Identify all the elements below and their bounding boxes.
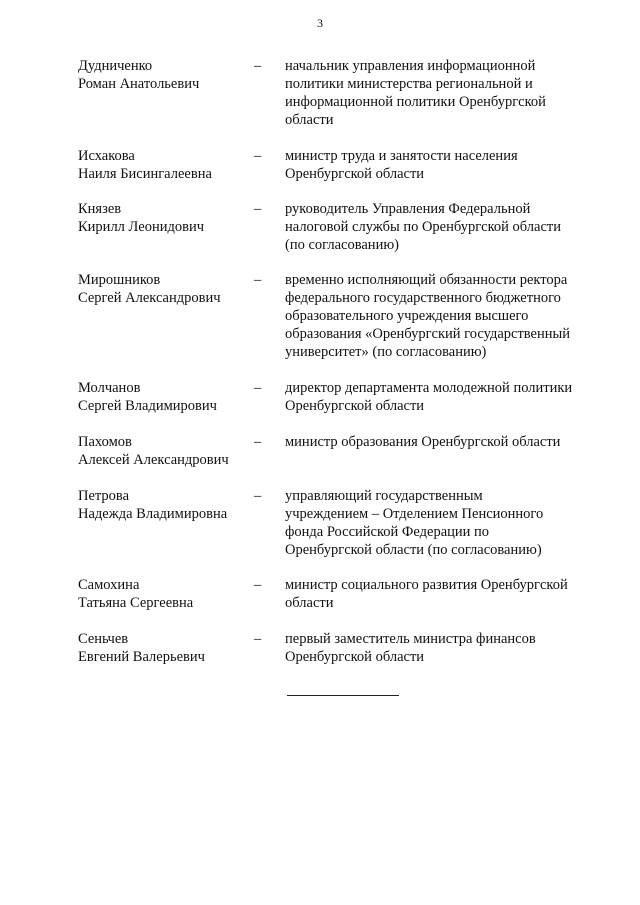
member-entry xyxy=(78,57,598,129)
member-position xyxy=(285,271,600,361)
position-line: федерального государственного бюджетного xyxy=(285,290,561,306)
separator-dash: – xyxy=(254,577,262,593)
closing-rule xyxy=(287,695,399,696)
position-line: учреждением – Отделением Пенсионного xyxy=(285,506,544,522)
position-line: фонда Российской Федерации по xyxy=(285,524,490,540)
separator-dash: – xyxy=(254,631,262,647)
member-given-names: Наиля Бисингалеевна xyxy=(78,166,212,182)
position-line: управляющий государственным xyxy=(285,488,483,504)
member-given-names: Татьяна Сергеевна xyxy=(78,595,194,611)
separator-dash: – xyxy=(254,201,262,217)
member-given-names: Роман Анатольевич xyxy=(78,76,200,92)
member-entry xyxy=(78,379,598,415)
separator-dash: – xyxy=(254,380,262,396)
position-line: университет» (по согласованию) xyxy=(285,344,487,360)
member-surname: Князев xyxy=(78,201,122,217)
member-entry xyxy=(78,433,598,468)
position-line: министр социального развития Оренбургской xyxy=(285,577,568,593)
member-position xyxy=(285,379,600,415)
member-position xyxy=(285,57,600,129)
separator-dash: – xyxy=(254,58,262,74)
member-position xyxy=(285,630,600,666)
member-surname: Дудниченко xyxy=(78,58,153,74)
member-name xyxy=(78,576,248,612)
separator-dash: – xyxy=(254,148,262,164)
position-line: (по согласованию) xyxy=(285,237,399,253)
position-line: руководитель Управления Федеральной xyxy=(285,201,531,217)
member-surname: Молчанов xyxy=(78,380,141,396)
position-line: Оренбургской области xyxy=(285,166,425,182)
member-entry xyxy=(78,271,598,361)
member-name xyxy=(78,433,248,469)
position-line: образовательного учреждения высшего xyxy=(285,308,529,324)
separator-dash: – xyxy=(254,488,262,504)
member-surname: Сеньчев xyxy=(78,631,129,647)
member-given-names: Кирилл Леонидович xyxy=(78,219,205,235)
member-surname: Петрова xyxy=(78,488,130,504)
position-line: министр образования Оренбургской области xyxy=(285,434,561,450)
member-entry xyxy=(78,147,598,183)
member-given-names: Надежда Владимировна xyxy=(78,506,228,522)
member-surname: Самохина xyxy=(78,577,140,593)
member-name xyxy=(78,630,248,666)
member-given-names: Сергей Александрович xyxy=(78,290,221,306)
separator-dash: – xyxy=(254,434,262,450)
member-surname: Исхакова xyxy=(78,148,135,164)
position-line: налоговой службы по Оренбургской области xyxy=(285,219,562,235)
member-given-names: Евгений Валерьевич xyxy=(78,649,205,665)
member-name xyxy=(78,379,248,415)
position-line: информационной политики Оренбургской xyxy=(285,94,546,110)
position-line: директор департамента молодежной политики xyxy=(285,380,573,396)
member-entry xyxy=(78,200,598,254)
member-name xyxy=(78,147,248,183)
member-given-names: Алексей Александрович xyxy=(78,452,229,468)
position-line: временно исполняющий обязанности ректора xyxy=(285,272,568,288)
separator-dash: – xyxy=(254,272,262,288)
position-line: Оренбургской области xyxy=(285,649,425,665)
member-name xyxy=(78,200,248,236)
position-line: политики министерства региональной и xyxy=(285,76,533,92)
position-line: образования «Оренбургский государственный xyxy=(285,326,571,342)
member-position xyxy=(285,576,600,612)
position-line: области xyxy=(285,595,334,611)
page-number: 3 xyxy=(317,16,323,30)
position-line: начальник управления информационной xyxy=(285,58,536,74)
member-name xyxy=(78,57,248,93)
member-surname: Пахомов xyxy=(78,434,132,450)
member-entry xyxy=(78,630,598,666)
position-line: первый заместитель министра финансов xyxy=(285,631,536,647)
member-entry xyxy=(78,487,598,559)
member-given-names: Сергей Владимирович xyxy=(78,398,217,414)
position-line: области xyxy=(285,112,334,128)
position-line: Оренбургской области (по согласованию) xyxy=(285,542,542,558)
member-position xyxy=(285,433,600,451)
member-name xyxy=(78,271,248,307)
member-surname: Мирошников xyxy=(78,272,161,288)
member-position xyxy=(285,147,600,183)
position-line: министр труда и занятости населения xyxy=(285,148,518,164)
member-position xyxy=(285,200,600,254)
member-entry xyxy=(78,576,598,612)
position-line: Оренбургской области xyxy=(285,398,425,414)
member-position xyxy=(285,487,600,559)
member-name xyxy=(78,487,248,523)
